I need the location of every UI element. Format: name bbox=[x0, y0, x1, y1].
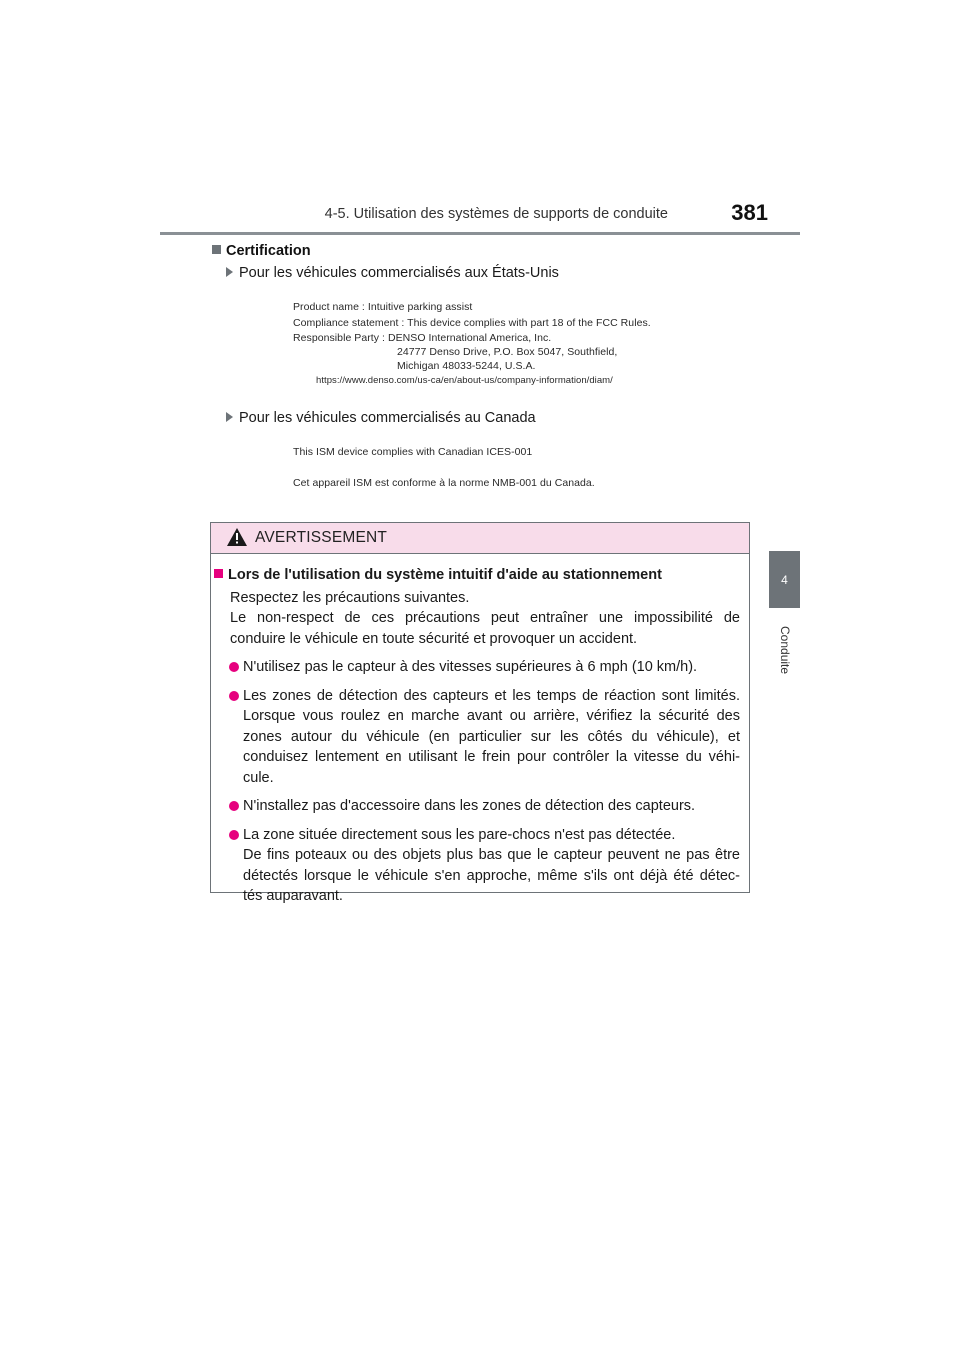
us-subheading-text: Pour les véhicules commercialisés aux États-Unis bbox=[239, 265, 559, 281]
canada-subheading-text: Pour les véhicules commercialisés au Canada bbox=[239, 410, 536, 426]
warning-heading-text: Lors de l'utilisation du système intuitif d'aide au stationnement bbox=[228, 567, 662, 583]
text-line: conduisez lentement en utilisant le frein pour contrôler la vitesse du véhi- bbox=[243, 749, 740, 765]
text-line: Le non-respect de ces précautions peut entraîner une impossibilité de bbox=[230, 610, 740, 626]
triangle-bullet-icon bbox=[226, 267, 233, 277]
label-url: https://www.denso.com/us-ca/en/about-us/company-information/diam/ bbox=[316, 375, 613, 386]
section-heading-text: Certification bbox=[226, 243, 311, 259]
round-bullet-icon bbox=[229, 662, 239, 672]
page-number: 381 bbox=[731, 200, 768, 225]
text-line: cule. bbox=[243, 769, 274, 786]
warning-body bbox=[214, 559, 746, 907]
label-line: 24777 Denso Drive, P.O. Box 5047, Southfield, bbox=[397, 346, 618, 358]
warning-header bbox=[211, 523, 749, 554]
text-line: zones autour du véhicule (en particulier sur les côtés du véhicule), et bbox=[243, 728, 740, 745]
canada-subheading bbox=[226, 410, 536, 426]
text-line: Respectez les précautions suivantes. bbox=[230, 589, 470, 606]
square-bullet-icon bbox=[214, 569, 223, 578]
text-line: tés auparavant. bbox=[243, 888, 343, 904]
text-line: N'installez pas d'accessoire dans les zones de détection des capteurs. bbox=[243, 798, 696, 814]
label-line: Product name : Intuitive parking assist bbox=[293, 301, 473, 313]
warning-bullet bbox=[243, 825, 740, 907]
chapter-tab-label: Conduite bbox=[778, 625, 792, 675]
round-bullet-icon bbox=[229, 691, 239, 701]
warning-bullet bbox=[243, 657, 740, 678]
section-heading bbox=[212, 243, 311, 259]
chapter-tab[interactable] bbox=[769, 551, 800, 608]
square-bullet-icon bbox=[212, 245, 221, 254]
text-line: N'utilisez pas le capteur à des vitesses supérieures à 6 mph (10 km/h). bbox=[243, 659, 698, 675]
warning-heading bbox=[214, 565, 746, 586]
warning-intro bbox=[230, 588, 740, 650]
us-subheading bbox=[226, 265, 559, 281]
text-line: Lorsque vous roulez en marche avant ou arrière, vérifiez la sécurité des bbox=[243, 708, 740, 724]
round-bullet-icon bbox=[229, 830, 239, 840]
warning-bullet bbox=[243, 796, 740, 817]
round-bullet-icon bbox=[229, 801, 239, 811]
text-line: conduire le véhicule en toute sécurité et provoquer un accident. bbox=[230, 630, 638, 647]
label-line: This ISM device complies with Canadian ICES-001 bbox=[293, 446, 533, 458]
text-line: Les zones de détection des capteurs et les temps de réaction sont limités. bbox=[243, 687, 740, 704]
chapter-title: 4-5. Utilisation des systèmes de supports de conduite bbox=[324, 206, 668, 222]
warning-triangle-icon bbox=[227, 528, 247, 546]
text-line: détectés lorsque le véhicule s'en approche, même s'ils ont déjà été détec- bbox=[243, 867, 740, 884]
warning-box bbox=[210, 522, 750, 904]
text-line: La zone située directement sous les pare-chocs n'est pas détectée. bbox=[243, 826, 676, 843]
label-line: Cet appareil ISM est conforme à la norme NMB-001 du Canada. bbox=[293, 477, 595, 489]
label-line: Compliance statement : This device complies with part 18 of the FCC Rules. bbox=[293, 317, 651, 329]
label-line: Responsible Party : DENSO International America, Inc. bbox=[293, 332, 552, 344]
triangle-bullet-icon bbox=[226, 412, 233, 422]
chapter-tab-number: 4 bbox=[781, 572, 788, 587]
warning-bullet bbox=[243, 686, 740, 789]
text-line: De fins poteaux ou des objets plus bas que le capteur peuvent ne pas être bbox=[243, 847, 740, 863]
label-line: Michigan 48033-5244, U.S.A. bbox=[397, 360, 536, 372]
warning-title: AVERTISSEMENT bbox=[255, 529, 388, 546]
header-divider bbox=[160, 232, 800, 235]
